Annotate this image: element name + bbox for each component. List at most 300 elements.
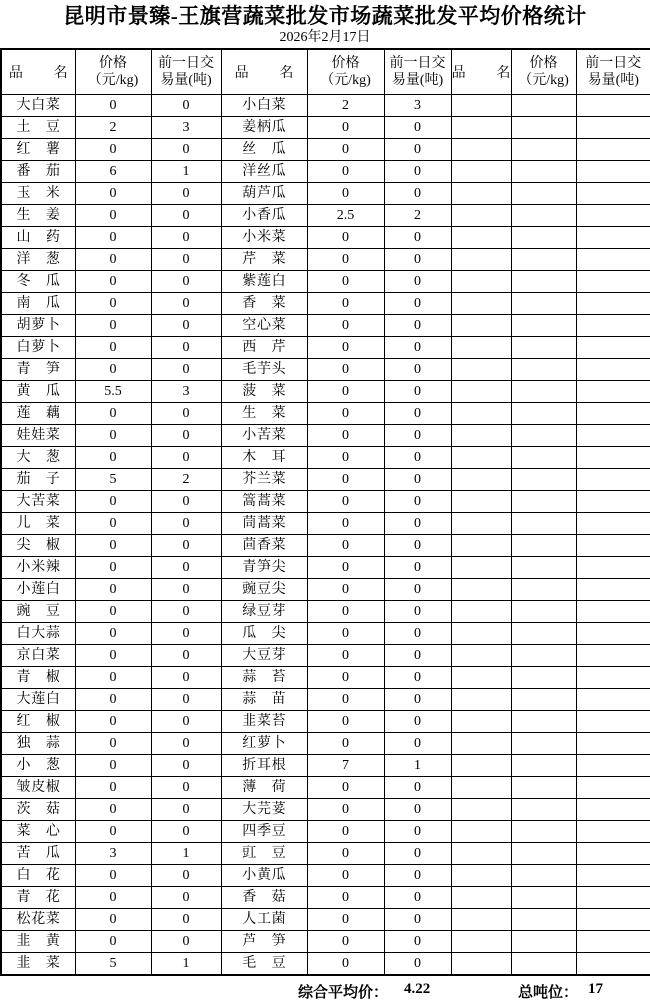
name-cell [221,380,307,402]
price-cell [511,930,576,952]
price-cell: 0 [75,292,151,314]
price-cell: 0 [307,314,384,336]
product-name-label: 娃娃菜 [16,427,60,443]
price-cell [511,468,576,490]
name-cell [1,908,75,930]
name-cell [451,556,511,578]
name-cell [221,402,307,424]
volume-cell: 0 [151,798,221,820]
price-cell: 0 [307,182,384,204]
name-cell [451,358,511,380]
volume-cell [576,226,650,248]
col-header-volume-1 [151,49,221,94]
volume-cell: 0 [151,204,221,226]
name-cell [1,754,75,776]
name-cell [1,490,75,512]
name-cell [451,182,511,204]
table-row [1,776,650,798]
product-name-label: 蒜苗 [242,691,286,707]
table-row [1,754,650,776]
price-cell: 0 [75,578,151,600]
price-cell [511,600,576,622]
price-cell [511,666,576,688]
volume-cell [576,820,650,842]
product-name-label: 独蒜 [16,735,60,751]
price-cell: 5.5 [75,380,151,402]
product-name-label: 小苦菜 [242,427,286,443]
volume-cell: 0 [384,248,451,270]
table-row [1,644,650,666]
name-cell [221,886,307,908]
price-cell [511,644,576,666]
volume-cell [576,534,650,556]
volume-cell [576,424,650,446]
product-name-label: 韭菜 [16,955,60,971]
name-cell [451,402,511,424]
volume-cell: 0 [384,666,451,688]
product-name-label: 青笋尖 [242,559,286,575]
price-cell: 0 [307,908,384,930]
price-cell: 0 [75,424,151,446]
volume-cell: 0 [384,182,451,204]
name-cell [1,842,75,864]
volume-cell [576,270,650,292]
col-header-name-label: 品名 [234,65,294,81]
price-cell [511,688,576,710]
product-name-label: 茴香菜 [242,537,286,553]
volume-cell: 0 [384,314,451,336]
volume-cell: 0 [151,446,221,468]
volume-cell: 0 [151,688,221,710]
price-table [0,48,650,976]
volume-cell: 0 [151,358,221,380]
name-cell [1,468,75,490]
name-cell [221,512,307,534]
price-cell: 0 [307,710,384,732]
price-cell: 0 [75,798,151,820]
name-cell [221,490,307,512]
product-name-label: 大豆芽 [242,647,286,663]
product-name-label: 山药 [16,229,60,245]
name-cell [451,776,511,798]
volume-cell: 0 [151,270,221,292]
volume-cell: 0 [151,710,221,732]
volume-cell: 0 [384,578,451,600]
table-row [1,424,650,446]
price-cell: 0 [75,644,151,666]
price-cell: 6 [75,160,151,182]
volume-cell: 0 [384,512,451,534]
volume-cell [576,182,650,204]
product-name-label: 芹菜 [242,251,286,267]
volume-cell: 0 [151,94,221,116]
name-cell [1,512,75,534]
name-cell [451,94,511,116]
volume-cell [576,116,650,138]
product-name-label: 青花 [16,889,60,905]
table-row [1,556,650,578]
product-name-label: 大莲白 [16,691,60,707]
name-cell [1,314,75,336]
product-name-label: 白花 [16,867,60,883]
name-cell [451,226,511,248]
price-cell: 0 [307,380,384,402]
product-name-label: 南瓜 [16,295,60,311]
table-row [1,534,650,556]
col-header-price-label: 价格（元/kg) [518,55,569,88]
volume-cell: 0 [384,336,451,358]
price-cell: 0 [307,666,384,688]
table-row [1,688,650,710]
table-row [1,930,650,952]
volume-cell [576,842,650,864]
volume-cell [576,314,650,336]
volume-cell: 0 [151,402,221,424]
price-cell: 0 [307,688,384,710]
volume-cell: 0 [384,622,451,644]
name-cell [1,204,75,226]
product-name-label: 葫芦瓜 [242,185,286,201]
name-cell [451,468,511,490]
name-cell [221,270,307,292]
name-cell [221,842,307,864]
product-name-label: 紫莲白 [242,273,286,289]
name-cell [221,556,307,578]
volume-cell: 3 [151,380,221,402]
volume-cell: 0 [384,688,451,710]
price-cell: 0 [75,820,151,842]
volume-cell: 0 [151,776,221,798]
table-row [1,666,650,688]
report-date: 2026年2月17日 [279,30,371,45]
product-name-label: 大苦菜 [16,493,60,509]
price-cell [511,226,576,248]
name-cell [1,688,75,710]
product-name-label: 红椒 [16,713,60,729]
volume-cell: 0 [151,732,221,754]
volume-cell: 0 [151,490,221,512]
product-name-label: 芥兰菜 [242,471,286,487]
name-cell [451,930,511,952]
name-cell [1,666,75,688]
price-cell: 5 [75,952,151,975]
volume-cell: 0 [384,490,451,512]
col-header-name-2 [221,49,307,94]
price-cell [511,820,576,842]
product-name-label: 莲藕 [16,405,60,421]
product-name-label: 毛豆 [242,955,286,971]
product-name-label: 香菇 [242,889,286,905]
product-name-label: 胡萝卜 [16,317,60,333]
price-cell: 0 [75,754,151,776]
volume-cell [576,380,650,402]
volume-cell: 0 [151,666,221,688]
product-name-label: 毛芋头 [242,361,286,377]
name-cell [221,336,307,358]
product-name-label: 大白菜 [16,97,60,113]
volume-cell: 0 [384,226,451,248]
col-header-volume-label: 前一日交易量(吨) [389,55,446,88]
name-cell [451,732,511,754]
product-name-label: 松花菜 [16,911,60,927]
volume-cell: 0 [151,182,221,204]
product-name-label: 生姜 [16,207,60,223]
volume-cell: 0 [384,732,451,754]
price-cell: 0 [307,864,384,886]
name-cell [451,512,511,534]
table-row [1,226,650,248]
name-cell [451,622,511,644]
product-name-label: 生菜 [242,405,286,421]
header-row [1,49,650,94]
volume-cell: 0 [384,402,451,424]
product-name-label: 茨菇 [16,801,60,817]
volume-cell: 0 [151,600,221,622]
col-header-name-3 [451,49,511,94]
price-cell: 0 [75,270,151,292]
volume-cell: 0 [384,952,451,975]
volume-cell: 0 [151,930,221,952]
volume-cell [576,94,650,116]
price-cell [511,380,576,402]
table-row [1,116,650,138]
volume-cell [576,512,650,534]
volume-cell: 0 [384,600,451,622]
price-cell: 0 [75,666,151,688]
price-cell [511,776,576,798]
name-cell [1,930,75,952]
volume-cell [576,292,650,314]
name-cell [221,622,307,644]
name-cell [221,226,307,248]
volume-cell: 0 [384,534,451,556]
volume-cell: 0 [384,644,451,666]
name-cell [451,292,511,314]
product-name-label: 小米辣 [16,559,60,575]
table-row [1,622,650,644]
volume-cell [576,138,650,160]
product-name-label: 土豆 [16,119,60,135]
product-name-label: 番茄 [16,163,60,179]
volume-cell: 0 [384,886,451,908]
name-cell [221,688,307,710]
name-cell [221,358,307,380]
table-row [1,710,650,732]
table-row [1,138,650,160]
name-cell [451,424,511,446]
name-cell [221,314,307,336]
price-cell: 0 [307,820,384,842]
volume-cell: 0 [151,644,221,666]
volume-cell: 1 [151,842,221,864]
name-cell [1,446,75,468]
price-cell: 0 [307,622,384,644]
price-cell [511,182,576,204]
price-cell [511,270,576,292]
product-name-label: 小米菜 [242,229,286,245]
name-cell [451,534,511,556]
product-name-label: 大芫荽 [242,801,286,817]
name-cell [221,930,307,952]
name-cell [1,182,75,204]
table-row [1,270,650,292]
price-cell: 0 [307,886,384,908]
name-cell [221,424,307,446]
table-row [1,578,650,600]
price-cell: 2 [307,94,384,116]
price-cell: 0 [307,446,384,468]
volume-cell [576,160,650,182]
table-row [1,446,650,468]
table-row [1,952,650,975]
name-cell [221,292,307,314]
volume-cell: 0 [151,512,221,534]
volume-cell: 2 [151,468,221,490]
price-cell [511,314,576,336]
volume-cell: 0 [384,116,451,138]
price-cell: 0 [75,732,151,754]
volume-cell [576,468,650,490]
table-row [1,402,650,424]
product-name-label: 折耳根 [242,757,286,773]
volume-cell: 0 [151,622,221,644]
name-cell [221,468,307,490]
name-cell [451,270,511,292]
name-cell [221,138,307,160]
col-header-price-1 [75,49,151,94]
price-cell [511,204,576,226]
overall-average-price-label: 综合平均价： [298,984,389,1001]
price-cell: 0 [75,490,151,512]
name-cell [451,336,511,358]
name-cell [221,116,307,138]
price-cell: 0 [75,248,151,270]
table-row [1,600,650,622]
volume-cell: 0 [151,556,221,578]
volume-cell [576,798,650,820]
product-name-label: 红薯 [16,141,60,157]
volume-cell: 0 [384,138,451,160]
name-cell [1,358,75,380]
price-cell: 0 [307,600,384,622]
volume-cell: 0 [151,578,221,600]
table-row [1,380,650,402]
table-row [1,842,650,864]
volume-cell: 0 [384,820,451,842]
volume-cell: 1 [151,160,221,182]
name-cell [451,842,511,864]
product-name-label: 小香瓜 [242,207,286,223]
price-cell: 0 [75,908,151,930]
name-cell [1,534,75,556]
name-cell [221,754,307,776]
price-cell: 0 [75,688,151,710]
table-row [1,358,650,380]
name-cell [221,820,307,842]
table-row [1,908,650,930]
name-cell [221,578,307,600]
name-cell [451,688,511,710]
product-name-label: 小莲白 [16,581,60,597]
volume-cell: 0 [384,908,451,930]
name-cell [1,952,75,975]
volume-cell [576,490,650,512]
table-row [1,820,650,842]
table-row [1,512,650,534]
product-name-label: 菜心 [16,823,60,839]
price-cell: 0 [307,534,384,556]
price-cell: 0 [75,94,151,116]
col-header-volume-label: 前一日交易量(吨) [585,55,642,88]
price-cell: 0 [307,116,384,138]
name-cell [451,116,511,138]
product-name-label: 木耳 [242,449,286,465]
product-name-label: 豌豆 [16,603,60,619]
table-row [1,94,650,116]
name-cell [451,204,511,226]
name-cell [1,226,75,248]
price-cell: 0 [75,776,151,798]
name-cell [221,94,307,116]
price-cell: 0 [75,204,151,226]
volume-cell: 0 [384,930,451,952]
price-cell: 0 [75,534,151,556]
price-cell: 0 [75,512,151,534]
product-name-label: 尖椒 [16,537,60,553]
name-cell [221,248,307,270]
table-row [1,732,650,754]
product-name-label: 瓜尖 [242,625,286,641]
price-cell [511,512,576,534]
name-cell [451,314,511,336]
volume-cell [576,336,650,358]
price-cell: 0 [307,512,384,534]
volume-cell: 0 [151,886,221,908]
name-cell [1,116,75,138]
name-cell [451,666,511,688]
price-cell [511,732,576,754]
product-name-label: 洋丝瓜 [242,163,286,179]
price-cell: 0 [307,138,384,160]
name-cell [451,820,511,842]
price-cell: 0 [307,578,384,600]
col-header-volume-label: 前一日交易量(吨) [158,55,214,88]
volume-cell: 0 [384,380,451,402]
table-row [1,248,650,270]
volume-cell: 2 [384,204,451,226]
product-name-label: 薄荷 [242,779,286,795]
volume-cell [576,204,650,226]
price-cell [511,160,576,182]
price-cell: 0 [75,182,151,204]
name-cell [1,138,75,160]
col-header-price-label: 价格（元/kg) [87,55,139,88]
name-cell [451,248,511,270]
product-name-label: 人工菌 [242,911,286,927]
name-cell [1,578,75,600]
volume-cell: 1 [151,952,221,975]
price-cell: 0 [307,490,384,512]
price-cell [511,842,576,864]
name-cell [1,160,75,182]
name-cell [1,402,75,424]
table-row [1,314,650,336]
product-name-label: 皱皮椒 [16,779,60,795]
name-cell [221,952,307,975]
price-cell [511,908,576,930]
volume-cell: 0 [151,248,221,270]
product-name-label: 京白菜 [16,647,60,663]
